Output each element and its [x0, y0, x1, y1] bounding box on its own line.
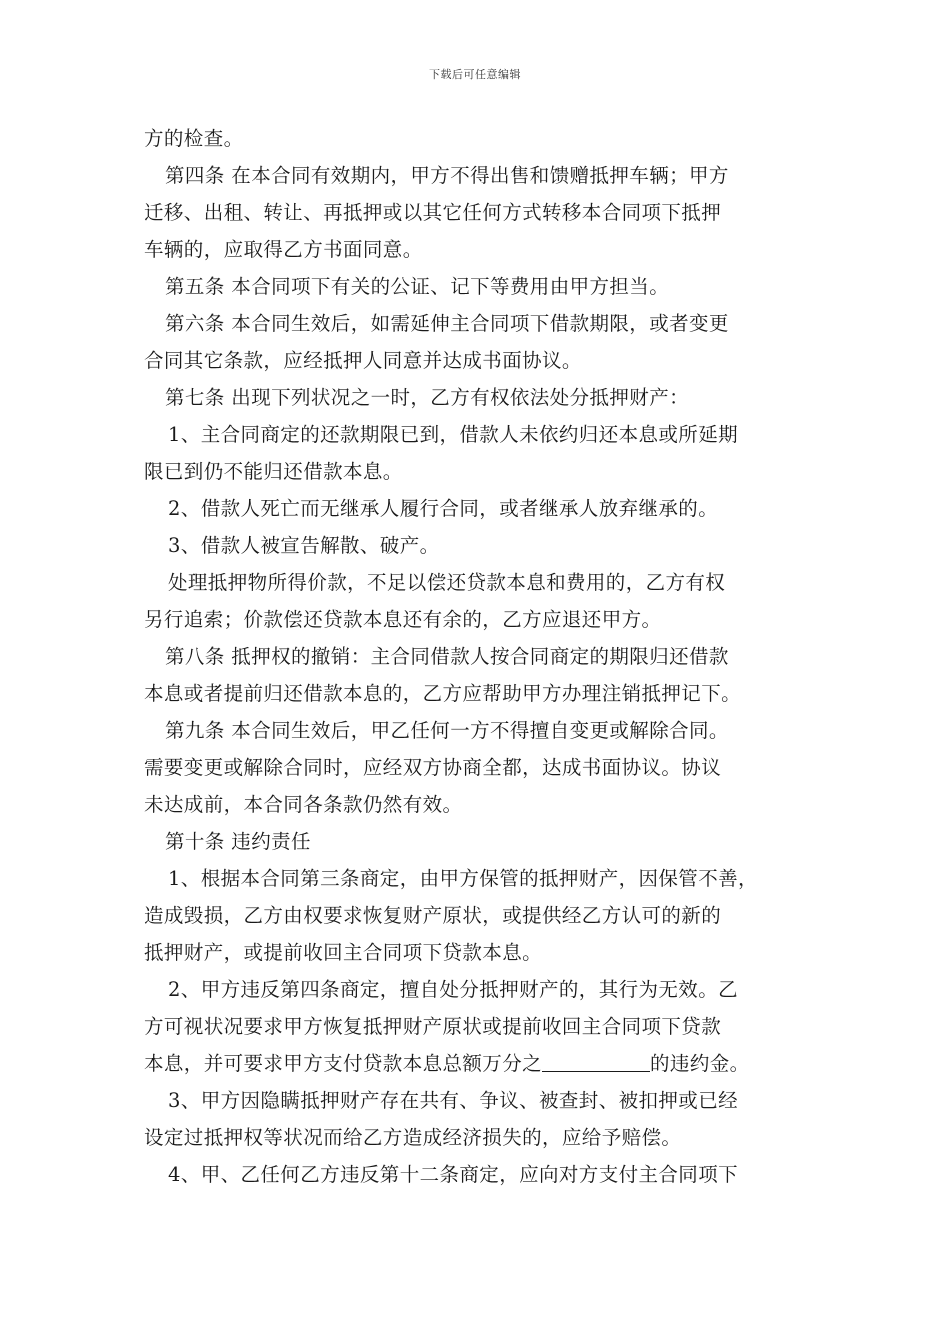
list-item: 2、借款人死亡而无继承人履行合同，或者继承人放弃继承的。: [168, 497, 719, 520]
article-6: 第六条 本合同生效后，如需延伸主合同项下借款期限，或者变更: [165, 312, 729, 335]
fill-in-blank: [542, 1049, 650, 1072]
text-segment: 的违约金。: [650, 1052, 750, 1075]
text-line: 造成毁损，乙方由权要求恢复财产原状，或提供经乙方认可的新的: [144, 904, 722, 927]
text-segment: 本息，并可要求甲方支付贷款本息总额万分之: [144, 1052, 543, 1075]
article-10-heading: 第十条 违约责任: [165, 830, 311, 853]
article-7: 第七条 出现下列状况之一时，乙方有权依法处分抵押财产：: [165, 386, 689, 409]
list-item: 1、根据本合同第三条商定，由甲方保管的抵押财产，因保管不善，: [168, 867, 758, 890]
text-line: 迁移、出租、转让、再抵押或以其它任何方式转移本合同项下抵押: [144, 201, 722, 224]
text-line: 设定过抵押权等状况而给乙方造成经济损失的，应给予赔偿。: [144, 1126, 682, 1149]
text-line: 车辆的，应取得乙方书面同意。: [144, 238, 423, 261]
text-line-with-blank: [144, 1045, 824, 1082]
page-header: 下载后可任意编辑: [429, 68, 521, 81]
paragraph: 处理抵押物所得价款，不足以偿还贷款本息和费用的，乙方有权: [168, 571, 726, 594]
text-line: 需要变更或解除合同时，应经双方协商全都，达成书面协议。协议: [144, 756, 722, 779]
article-8: 第八条 抵押权的撤销：主合同借款人按合同商定的期限归还借款: [165, 645, 729, 668]
text-line: 另行追索；价款偿还贷款本息还有余的，乙方应退还甲方。: [144, 608, 662, 631]
text-line: 方可视状况要求甲方恢复抵押财产原状或提前收回主合同项下贷款: [144, 1015, 722, 1038]
text-line: 限已到仍不能归还借款本息。: [144, 460, 403, 483]
article-9: 第九条 本合同生效后，甲乙任何一方不得擅自变更或解除合同。: [165, 719, 729, 742]
text-line: 合同其它条款，应经抵押人同意并达成书面协议。: [144, 349, 582, 372]
text-line: 抵押财产，或提前收回主合同项下贷款本息。: [144, 941, 543, 964]
article-4: 第四条 在本合同有效期内，甲方不得出售和馈赠抵押车辆；甲方: [165, 164, 729, 187]
text-line: 方的检查。: [144, 127, 244, 150]
document-body: [144, 120, 824, 1193]
list-item: 1、主合同商定的还款期限已到，借款人未依约归还本息或所延期: [168, 423, 739, 446]
article-5: 第五条 本合同项下有关的公证、记下等费用由甲方担当。: [165, 275, 670, 298]
list-item: 4、甲、乙任何乙方违反第十二条商定，应向对方支付主合同项下: [168, 1163, 739, 1186]
text-line: 本息或者提前归还借款本息的，乙方应帮助甲方办理注销抵押记下。: [144, 682, 742, 705]
list-item: 3、甲方因隐瞒抵押财产存在共有、争议、被查封、被扣押或已经: [168, 1089, 739, 1112]
list-item: 2、甲方违反第四条商定，擅自处分抵押财产的，其行为无效。乙: [168, 978, 739, 1001]
text-line: 未达成前，本合同各条款仍然有效。: [144, 793, 463, 816]
list-item: 3、借款人被宣告解散、破产。: [168, 534, 440, 557]
